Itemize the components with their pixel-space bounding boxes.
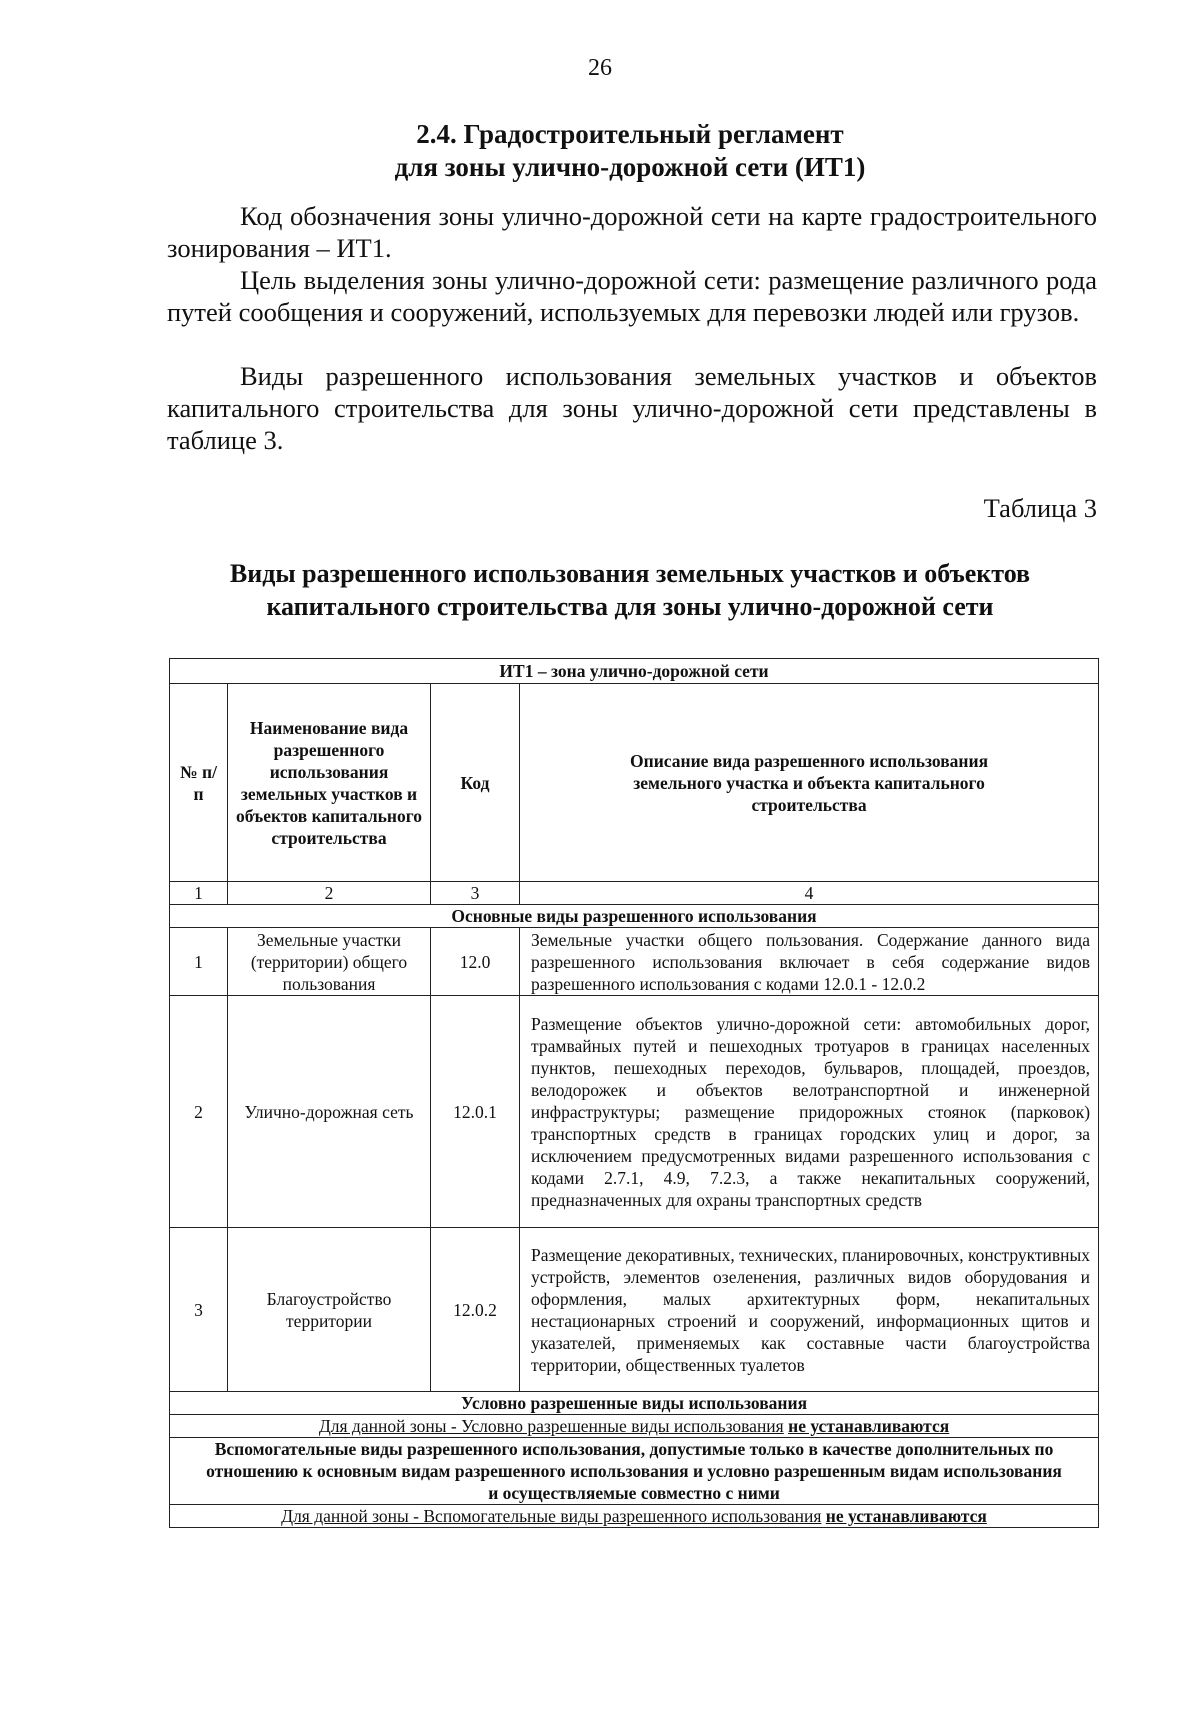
header-description: Описание вида разрешенного использования земельного участка и объекта капитального строительства [520, 684, 1099, 882]
paragraph-text: Виды разрешенного использования земельных участков и объектов капитального строительства для зоны улично-дорожной сети представлены в таблице 3. [167, 361, 1097, 455]
auxiliary-note-row [170, 1505, 1099, 1528]
column-number-row [170, 882, 1099, 905]
table-row [170, 1228, 1099, 1392]
row-use-name: Благоустройство территории [228, 1228, 431, 1392]
row-code: 12.0 [431, 928, 520, 996]
table-caption: Таблица 3 [983, 493, 1097, 523]
conditional-note-row [170, 1415, 1099, 1438]
conditional-note-bold: не устанавливаются [788, 1416, 950, 1436]
table-title [150, 557, 1110, 623]
paragraph-permitted-uses [167, 360, 1097, 456]
section-conditional-uses: Условно разрешенные виды использования [170, 1392, 1099, 1415]
permitted-use-table [169, 658, 1099, 1528]
header-code: Код [431, 684, 520, 882]
page-number: 26 [588, 55, 612, 81]
zone-header-row [170, 659, 1099, 684]
section-main-uses: Основные виды разрешенного использования [170, 905, 1099, 928]
row-code: 12.0.2 [431, 1228, 520, 1392]
section-heading-line-2: для зоны улично-дорожной сети (ИТ1) [394, 152, 866, 182]
zone-header: ИТ1 – зона улично-дорожной сети [170, 659, 1099, 684]
section-row-conditional [170, 1392, 1099, 1415]
auxiliary-note-bold: не устанавливаются [825, 1506, 987, 1526]
table-title-line-2: капитального строительства для зоны улично-дорожной сети [266, 592, 994, 621]
column-number: 4 [520, 882, 1099, 905]
conditional-note [170, 1415, 1099, 1438]
column-number: 3 [431, 882, 520, 905]
table-title-line-1: Виды разрешенного использования земельных участков и объектов [229, 559, 1031, 588]
table-row [170, 996, 1099, 1228]
paragraph-text: Цель выделения зоны улично-дорожной сети: размещение различного рода путей сообщения и сооружений, используемых для перевозки людей или грузов. [167, 265, 1097, 327]
column-header-row [170, 684, 1099, 882]
auxiliary-note [170, 1505, 1099, 1528]
row-number: 3 [170, 1228, 228, 1392]
row-code: 12.0.1 [431, 996, 520, 1228]
row-description: Размещение объектов улично-дорожной сети: автомобильных дорог, трамвайных путей и пешеходных тротуаров в границах населенных пунктов, пешеходных переходов, бульваров, площадей, проездов, велодорожек и объектов велотранспортной и инженерной инфраструктуры; размещение придорожных стоянок (парковок) транспортных средств в границах городских улиц и дорог, за исключением предусмотренных видами разрешенного использования с кодами 2.7.1, 4.9, 7.2.3, а также некапитальных сооружений, предназначенных для охраны транспортных средств [520, 996, 1099, 1228]
header-use-name: Наименование вида разрешенного использования земельных участков и объектов капитального строительства [228, 684, 431, 882]
row-number: 1 [170, 928, 228, 996]
paragraph-zone-code [167, 200, 1097, 264]
table-row [170, 928, 1099, 996]
row-description: Земельные участки общего пользования. Содержание данного вида разрешенного использования включает в себя содержание видов разрешенного использования с кодами 12.0.1 - 12.0.2 [520, 928, 1099, 996]
conditional-note-text: Для данной зоны - Условно разрешенные виды использования [318, 1416, 784, 1436]
paragraph-zone-purpose [167, 264, 1097, 328]
row-description: Размещение декоративных, технических, планировочных, конструктивных устройств, элементов озеленения, различных видов оборудования и оформления, малых архитектурных форм, некапитальных нестационарных строений и сооружений, информационных щитов и указателей, применяемых как составные части благоустройства территории, общественных туалетов [520, 1228, 1099, 1392]
section-auxiliary-uses: Вспомогательные виды разрешенного использования, допустимые только в качестве дополнительных по отношению к основным видам разрешенного использования и условно разрешенным видам использования и осуществляемые совместно с ними [170, 1438, 1099, 1505]
paragraph-text: Код обозначения зоны улично-дорожной сети на карте градостроительного зонирования – ИТ1. [167, 201, 1097, 263]
section-heading [200, 118, 1060, 184]
row-number: 2 [170, 996, 228, 1228]
section-row-auxiliary [170, 1438, 1099, 1505]
header-number: № п/п [170, 684, 228, 882]
section-row-main [170, 905, 1099, 928]
column-number: 1 [170, 882, 228, 905]
auxiliary-note-text: Для данной зоны - Вспомогательные виды разрешенного использования [281, 1506, 822, 1526]
row-use-name: Улично-дорожная сеть [228, 996, 431, 1228]
section-heading-line-1: 2.4. Градостроительный регламент [416, 119, 844, 149]
column-number: 2 [228, 882, 431, 905]
row-use-name: Земельные участки (территории) общего пользования [228, 928, 431, 996]
